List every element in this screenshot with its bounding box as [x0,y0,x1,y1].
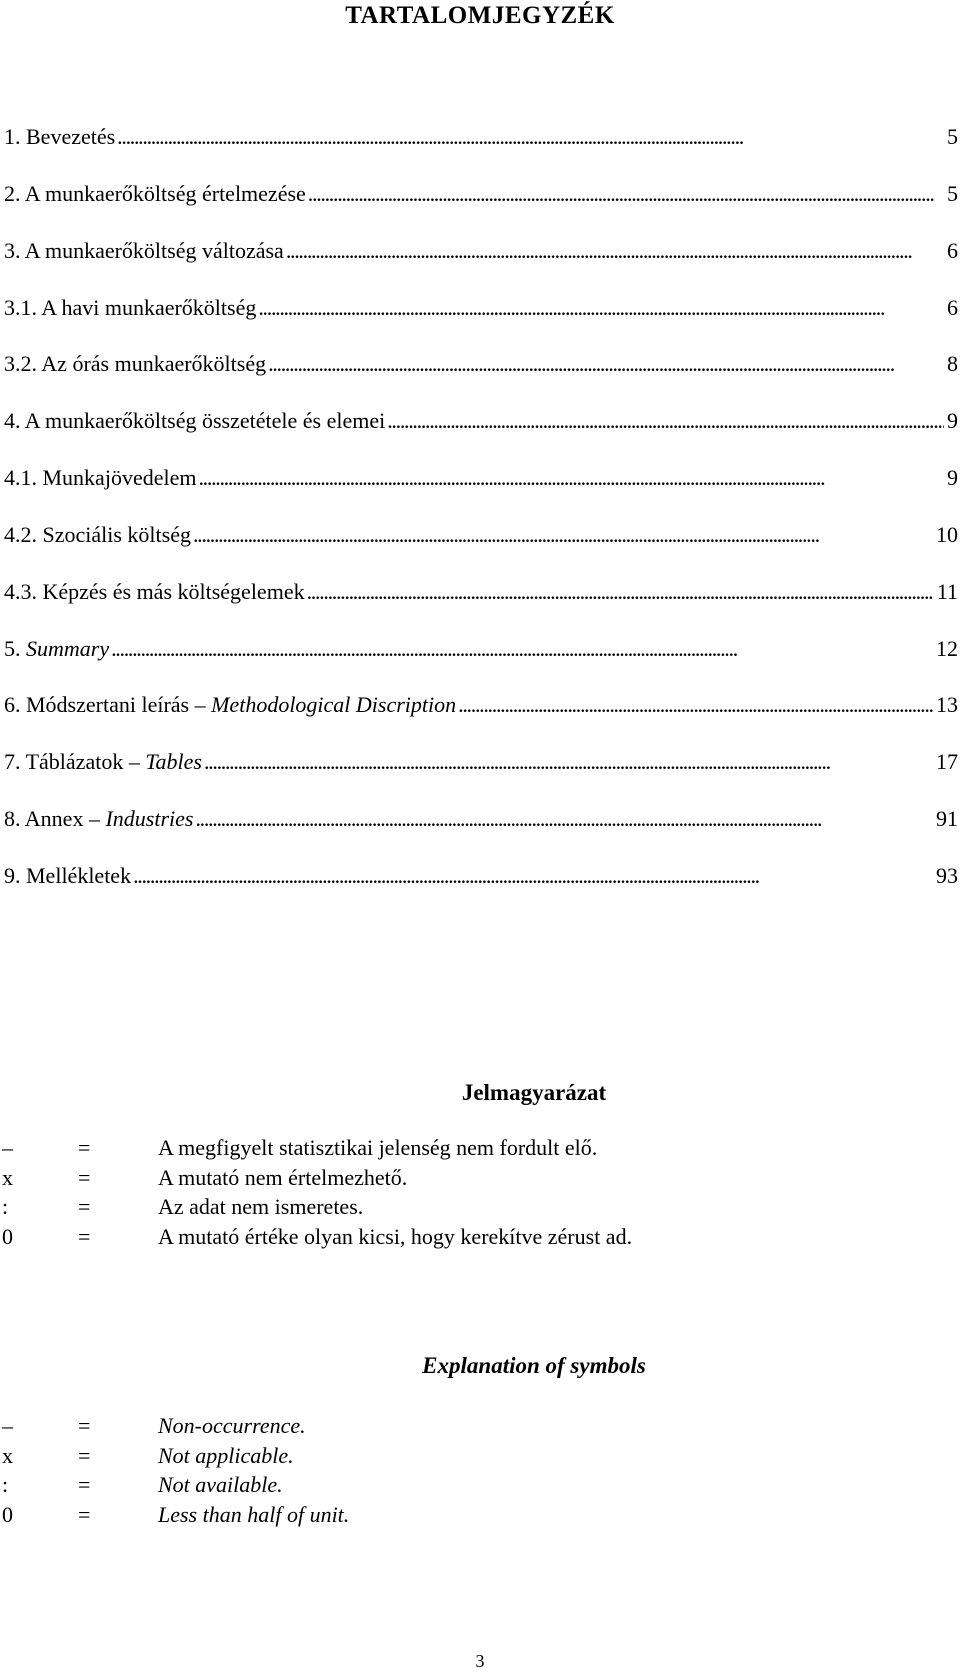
legend-item [2,1502,349,1532]
legend-symbol: : [2,1194,9,1219]
legend-text: Az adat nem ismeretes. [158,1194,364,1219]
toc-entry-page: 10 [936,521,958,547]
legend-symbol: 0 [2,1223,13,1249]
legend-item [2,1135,632,1165]
legend-equals: = [78,1164,91,1190]
toc-entry-page: 13 [936,692,958,718]
legend-symbol: – [2,1413,13,1438]
legend-item [2,1224,632,1254]
toc-entry-page: 5 [947,180,958,206]
toc-entry-label [4,636,109,662]
toc-entry-label [4,806,193,832]
legend-equals: = [78,1194,91,1219]
legend-item [2,1472,349,1502]
toc-leader [458,692,934,718]
toc-entry-page: 9 [947,408,958,434]
toc-entry-label: 4.3. Képzés és más költségelemek [4,578,305,604]
toc-entry-label: 4. A munkaerőköltség összetétele és elemei [4,408,386,434]
legend-title-hu: Jelmagyarázat [461,1080,607,1105]
toc-entry-label-italic: Industries [105,806,194,832]
toc-leader [286,238,944,264]
legend-text: Non-occurrence. [158,1413,306,1438]
page-title: TARTALOMJEGYZÉK [345,2,615,29]
toc-entry-label-plain: 5. [4,635,26,661]
toc-entry-page: 91 [936,806,958,832]
legend-symbol: x [2,1164,13,1190]
legend-equals: = [78,1223,91,1249]
toc-leader [387,408,944,434]
toc-entry-page: 8 [947,351,958,377]
toc-entry[interactable] [4,295,958,352]
legend-item [2,1194,632,1224]
toc-entry-label [4,749,202,775]
toc-entry-label-plain: 7. Táblázatok – [4,749,146,775]
toc-leader [133,863,934,889]
toc-entry-label: 4.1. Munkajövedelem [4,465,197,491]
toc-entry-page: 17 [936,749,958,775]
toc-entry-label: 9. Mellékletek [4,862,132,888]
legend-symbol: – [2,1135,13,1160]
page-number: 3 [475,1651,485,1671]
toc-entry-label-plain: 6. Módszertani leírás – [4,692,212,718]
toc-leader [204,749,934,775]
toc-entry-label-italic: Tables [145,749,202,775]
legend-equals: = [78,1472,91,1497]
legend-item [2,1413,349,1443]
toc-entry-label: 2. A munkaerőköltség értelmezése [4,180,306,206]
toc-leader [268,351,944,377]
legend-text: A mutató nem értelmezhető. [158,1164,408,1190]
legend-item [2,1165,632,1195]
toc-leader [117,124,944,150]
legend-hu [2,1135,632,1253]
toc-entry-label: 3.2. Az órás munkaerőköltség [4,351,267,377]
legend-item [2,1443,349,1473]
toc-entry-page: 11 [936,578,958,604]
toc-leader [308,181,944,207]
table-of-contents [4,124,958,920]
toc-entry-label: 3. A munkaerőköltség változása [4,237,284,263]
toc-entry-page: 12 [936,635,958,661]
toc-entry-label-plain: 8. Annex – [4,806,106,832]
legend-title-en: Explanation of symbols [422,1353,646,1378]
toc-entry-page: 93 [936,862,958,888]
legend-symbol: : [2,1472,9,1497]
toc-entry[interactable] [4,806,958,863]
legend-symbol: 0 [2,1501,13,1527]
toc-entry[interactable] [4,636,958,693]
toc-entry-page: 6 [947,237,958,263]
toc-entry-label: 4.2. Szociális költség [4,521,191,547]
toc-entry-label: 1. Bevezetés [4,124,116,149]
legend-equals: = [78,1501,91,1527]
toc-leader [195,806,934,832]
legend-en [2,1413,349,1531]
legend-text: A mutató értéke olyan kicsi, hogy kerekítve zérust ad. [158,1223,633,1249]
legend-text: Not available. [158,1472,283,1497]
toc-entry[interactable] [4,238,958,295]
legend-text: A megfigyelt statisztikai jelenség nem fordult elő. [158,1135,598,1160]
toc-entry[interactable] [4,692,958,749]
toc-entry[interactable] [4,579,958,636]
toc-entry-page: 9 [947,465,958,491]
toc-leader [111,636,934,662]
toc-leader [198,465,944,491]
legend-equals: = [78,1413,91,1438]
toc-entry[interactable] [4,863,958,920]
toc-entry[interactable] [4,749,958,806]
toc-entry-page: 6 [947,294,958,320]
legend-equals: = [78,1442,91,1468]
toc-entry[interactable] [4,465,958,522]
legend-text: Less than half of unit. [158,1501,350,1527]
toc-leader [193,522,934,548]
toc-entry[interactable] [4,124,958,181]
toc-entry[interactable] [4,408,958,465]
toc-entry-page: 5 [947,124,958,149]
legend-symbol: x [2,1442,13,1468]
toc-entry[interactable] [4,181,958,238]
toc-entry[interactable] [4,351,958,408]
toc-entry-label-italic: Summary [26,635,110,661]
toc-entry-label-italic: Methodological Discription [211,692,457,718]
legend-equals: = [78,1135,91,1160]
toc-entry-label: 3.1. A havi munkaerőköltség [4,294,257,320]
toc-leader [258,295,944,321]
toc-entry[interactable] [4,522,958,579]
toc-leader [307,579,935,605]
legend-text: Not applicable. [158,1442,294,1468]
toc-entry-label [4,692,456,718]
